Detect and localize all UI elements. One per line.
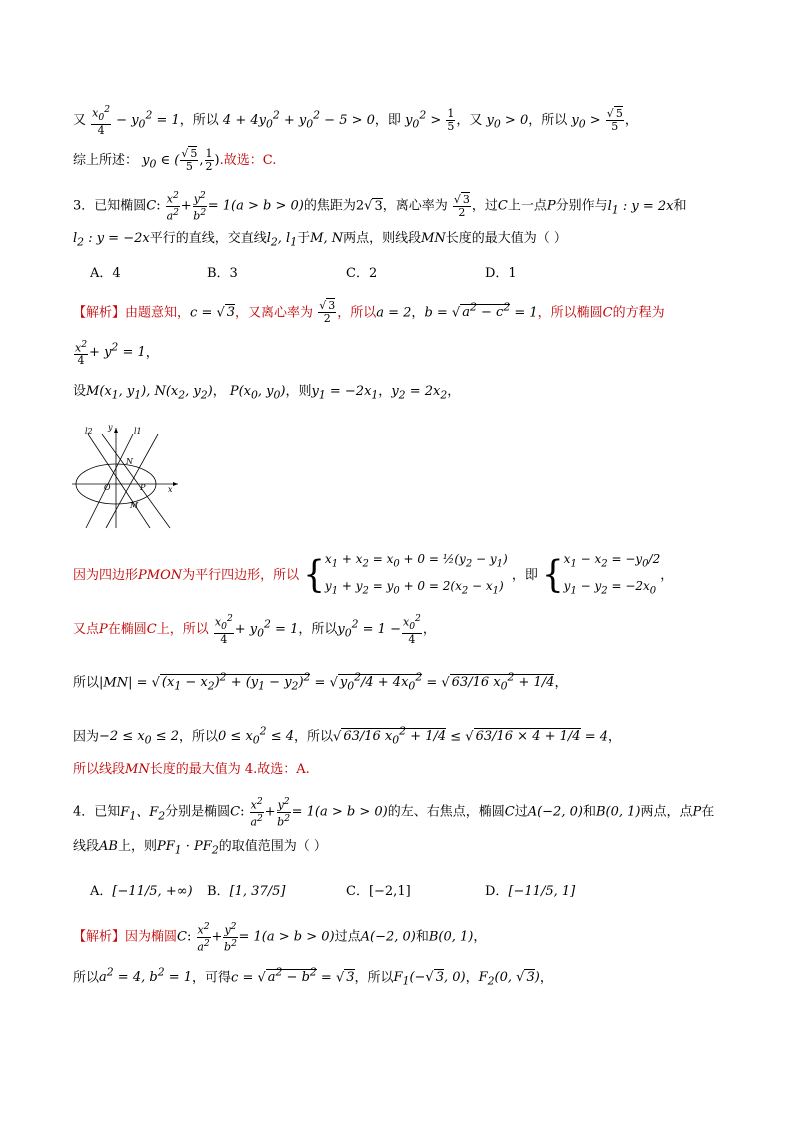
text: 上，则 xyxy=(117,839,157,854)
text: 综上所述： xyxy=(73,153,139,168)
text: 又 xyxy=(73,112,87,128)
q3-solution-line1: 【解析】由题意知，c = √ 3，又离心率为 $\frac{√ 3}{2}$ ，所以a = 2，b = √ $a^2 - c^2 = 1$，所以椭圆C的方程为 xyxy=(73,299,665,326)
text: 线段 xyxy=(73,839,100,854)
text: ，又 xyxy=(456,112,483,128)
line-l2 xyxy=(88,434,150,528)
text: 所以 xyxy=(73,970,100,986)
text: A． xyxy=(90,884,113,899)
text: ，可得 xyxy=(192,970,232,986)
text: ， xyxy=(539,970,553,986)
text: 上一点 xyxy=(507,198,547,214)
text: B． xyxy=(207,884,230,899)
solution-tag: 【解析】 xyxy=(73,929,126,945)
text: 的取值范围为（ ） xyxy=(218,839,327,854)
text: 过点 xyxy=(334,929,361,945)
label-l1: l1 xyxy=(134,427,142,436)
text: ，所以椭圆 xyxy=(537,305,603,321)
text: 为平行四边形，所以 xyxy=(182,567,300,583)
text: 因为四边形 xyxy=(73,567,139,583)
q4-option-d: D．[−11/5, 1] xyxy=(485,884,576,899)
label-y: y xyxy=(108,423,113,432)
q4-solution-line1: 【解析】因为椭圆C: $\frac{x^2}{a^2}$ + $\frac{y^2}{b^2}$ = 1(a > b > 0)过点A(−2, 0)和B(0, 1)， xyxy=(73,921,487,954)
text: 过 xyxy=(514,804,528,820)
q4-solution-line2: 所以$a^2 = 4$, $b^2 = 1$，可得c = √ $a^2 - b^2$ = √ 3，所以$F_1(-√$ 3, 0)，$F_2(0$, √ 3)， xyxy=(73,966,553,988)
q3-solution-line4: 因为四边形PMON为平行四边形，所以 { $x_1 + x_2 = x_0 + 0$ = $\frac{1}{2}(y_2 - y_1)$ $y_1 + y_2 = y_0 + 0 = 2(x_2 - x_1)$ ，即 { $x_1 - x_2 = -y_0/2$ $y_1 - y_2 = -2x_0$ ， xyxy=(73,552,674,598)
q3-option-b: B．3 xyxy=(207,266,238,281)
text: ，所以 xyxy=(354,970,394,986)
text: 分别是椭圆 xyxy=(165,804,231,820)
q3-solution-line6: 所以|MN| = √ $(x_1 - x_2)^2 + (y_1 - y_2)^2$ = √ $y_0^2/4 + 4x_0^2$ = √ 63/16 $x_0^2 + 1/4$， xyxy=(73,671,568,693)
text: 和 xyxy=(582,804,596,820)
label-o: O xyxy=(104,483,111,492)
text: ，所以 xyxy=(179,729,219,745)
text: 因为 xyxy=(73,729,100,745)
text: 在 xyxy=(701,804,715,820)
text: 的左、右焦点，椭圆 xyxy=(387,804,505,820)
line-l1 xyxy=(86,434,133,528)
text: ， xyxy=(624,112,638,128)
text: ，离心率为 xyxy=(382,198,448,214)
text: ，则 xyxy=(285,384,312,399)
label-m: M xyxy=(130,501,139,510)
solution-tag: 【解析】 xyxy=(73,305,126,321)
text: 长度的最大值为 4.故选：A. xyxy=(149,762,310,777)
q4-stem-line1: 4．已知$F_1$、$F_2$分别是椭圆C: $\frac{x^2}{a^2}$ + $\frac{y^2}{b^2}$ = 1(a > b > 0)的左、右焦点，椭圆C过A(−2, 0)和B(0, 1)两点，点P在 xyxy=(73,796,715,829)
q3-stem-line2: $l_2$ : y = −2x平行的直线，交直线$l_2$, $l_1$于M, N两点，则线段MN长度的最大值为（ ） xyxy=(73,231,567,249)
text: 由题意知， xyxy=(125,305,191,321)
q3-option-d: D．1 xyxy=(485,266,517,281)
q4-option-a: A．[−11/5, +∞) xyxy=(90,884,193,899)
text: 设 xyxy=(73,384,87,399)
line-2: 综上所述： $y_0$ ∈ ( $\frac{√ 5}{5}$ , $\frac{1}{2}$ ).故选：C. xyxy=(73,147,277,173)
text: 的方程为 xyxy=(612,305,665,321)
text: ，所以 xyxy=(179,112,219,128)
text: 4．已知 xyxy=(73,804,121,820)
q3-option-a: A．4 xyxy=(90,266,121,281)
q3-solution-line5: 又点P在椭圆C上，所以 $\frac{x_0^2}{4}$ + $y_0^2 = 1$，所以$y_0^2 = 1$ − $\frac{x_0^2}{4}$ ， xyxy=(73,613,436,646)
line-through-p-2 xyxy=(102,434,170,528)
q3-option-c: C．2 xyxy=(346,266,378,281)
answer: .故选：C. xyxy=(219,153,277,168)
text: ，又离心率为 xyxy=(235,305,314,321)
text: 和 xyxy=(673,198,687,214)
text: 两点，点 xyxy=(640,804,693,820)
text: 和 xyxy=(415,929,429,945)
text: 长度的最大值为（ ） xyxy=(445,231,567,246)
q3-stem-line1: 3．已知椭圆C: $\frac{x^2}{a^2}$ + $\frac{y^2}{b^2}$ = 1(a > b > 0)的焦距为2√ 3，离心率为 $\frac{√ 3}{2}$ ，过C上一点P分别作与$l_1$ : y = 2x和 xyxy=(73,190,687,223)
ellipse-figure xyxy=(70,422,182,532)
label-p: P xyxy=(140,483,146,492)
text: ，所以 xyxy=(337,305,377,321)
text: ，所以 xyxy=(528,112,568,128)
text: 在椭圆 xyxy=(107,621,147,637)
label-l2: l2 xyxy=(85,427,93,436)
q3-solution-line7: 因为$-2 \le x_0 \le 2$，所以$0 \le x_0^2 \le 4$，所以√ 63/16 $x_0^2 + 1/4$ ≤ √ 63/16 × 4 + 1/4 = 4， xyxy=(73,725,622,747)
line-1: 又 $\frac{x_0^2}{4}$ − $y_0^2 = 1$，所以 $4 + 4y_0^2 + y_0^2 - 5 > 0$，即 $y_0^2$ > $\frac{1}{5}$ ，又 $y_0 > 0$，所以 $y_0$ > $\frac{√ 5}{5}$ ， xyxy=(73,104,638,137)
text: 因为椭圆 xyxy=(125,929,178,945)
text: 于 xyxy=(297,231,311,246)
text: 的焦距为 xyxy=(303,198,356,214)
text: 3．已知椭圆 xyxy=(73,198,147,214)
q3-solution-line8: 所以线段MN长度的最大值为 4.故选：A. xyxy=(73,762,310,777)
q4-option-c: C．[−2,1] xyxy=(346,884,411,899)
label-x: x xyxy=(168,485,173,494)
text: 所以线段 xyxy=(73,762,126,777)
text: 又点 xyxy=(73,621,100,637)
text: ，过 xyxy=(471,198,498,214)
text: 上，所以 xyxy=(156,621,209,637)
text: ，即 xyxy=(511,567,538,583)
text: ，所以 xyxy=(298,621,338,637)
line-through-p-1 xyxy=(106,434,158,528)
text: D． xyxy=(485,884,509,899)
text: ，即 xyxy=(374,112,401,128)
text: 所以 xyxy=(73,675,100,691)
text: 分别作与 xyxy=(555,198,608,214)
q3-solution-line3: 设$M(x_1$, $y_1$), $N(x_2$, $y_2$)， $P(x_0$, $y_0$)，则$y_1 = -2x_1$，$y_2 = 2x_2$， xyxy=(73,384,461,402)
q4-option-b: B．[1, 37/5] xyxy=(207,884,286,899)
text: 平行的直线，交直线 xyxy=(149,231,267,246)
q3-solution-line2: $\frac{x^2}{4}$ + $y^2 = 1$， xyxy=(75,338,159,368)
text: 两点，则线段 xyxy=(343,231,422,246)
label-n: N xyxy=(126,457,133,466)
q4-stem-line2: 线段AB上，则$PF_1 \cdot PF_2$的取值范围为（ ） xyxy=(73,839,327,857)
